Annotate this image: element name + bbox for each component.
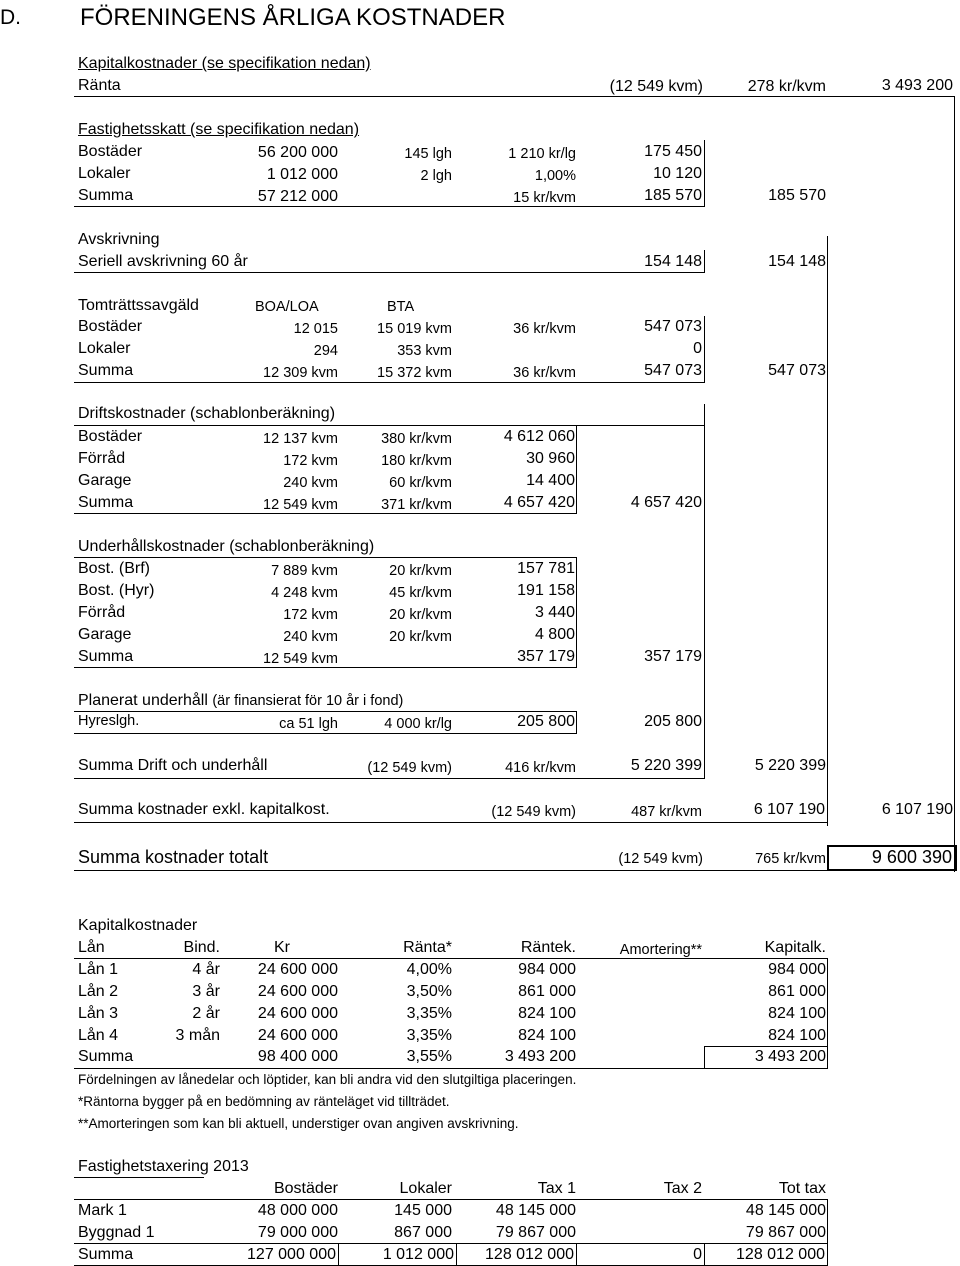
kt-header-ranta: Ränta*: [403, 939, 452, 956]
kt-header-kapitalk: Kapitalk.: [764, 939, 826, 956]
fskatt-sum-amount: 185 570: [644, 187, 702, 204]
du-area: (12 549 kvm): [367, 760, 452, 776]
tax-sum-bostader: 127 000 000: [247, 1246, 336, 1263]
planerat-amount: 205 800: [517, 713, 575, 730]
tomt-rule: [74, 382, 705, 383]
totalt-total: 9 600 390: [871, 847, 952, 867]
fskatt-row-value: 1 012 000: [266, 166, 338, 183]
avskr-label: Seriell avskrivning 60 år: [78, 253, 248, 270]
tax-sum-tax1: 128 012 000: [485, 1246, 574, 1263]
fskatt-title: Fastighetsskatt (se specifikation nedan): [78, 121, 360, 138]
tax-header-tax1: Tax 1: [537, 1180, 576, 1197]
underhall-row-amount: 157 781: [517, 560, 575, 577]
totalt-rule: [74, 870, 828, 871]
underhall-row-label: Förråd: [78, 604, 126, 621]
du-amount: 5 220 399: [630, 757, 702, 774]
tax-sum-tax2: 0: [693, 1246, 702, 1263]
kt-rule: [74, 1068, 828, 1069]
kt-cell-kapitalk: 824 100: [768, 1005, 826, 1022]
tax-sum-lokaler: 1 012 000: [382, 1246, 454, 1263]
planerat-rule: [74, 733, 577, 734]
underhall-top-rule: [74, 557, 577, 558]
kt-sum-rantek: 3 493 200: [504, 1048, 576, 1065]
tax-cell-tax1: 79 867 000: [495, 1224, 576, 1241]
fskatt-row-units: 2 lgh: [420, 168, 452, 184]
tax-cell-tottax: 79 867 000: [745, 1224, 826, 1241]
planerat-box-line: [576, 711, 577, 733]
tax-header-rule: [74, 1199, 828, 1200]
exkl-label: Summa kostnader exkl. kapitalkost.: [78, 801, 330, 818]
tomt-sum-rate: 36 kr/kvm: [513, 365, 576, 381]
kt-note: *Räntorna bygger på en bedömning av ränteläget vid tillträdet.: [78, 1094, 450, 1109]
kt-header-rantek: Räntek.: [520, 939, 576, 956]
tax-sum-sep: [456, 1244, 457, 1266]
fskatt-sum-label: Summa: [78, 187, 134, 204]
tax-sum-label: Summa: [78, 1246, 134, 1263]
totalt-label: Summa kostnader totalt: [78, 847, 269, 867]
drift-row-rate: 380 kr/kvm: [381, 431, 452, 447]
avskr-total: 154 148: [768, 253, 826, 270]
drift-row-area: 12 137 kvm: [263, 431, 338, 447]
underhall-row-label: Bost. (Brf): [78, 560, 151, 577]
planerat-count: ca 51 lgh: [279, 716, 338, 732]
tomt-sum-total: 547 073: [768, 362, 826, 379]
kt-sum-box-left: [704, 1046, 705, 1068]
fskatt-row-units: 145 lgh: [404, 146, 452, 162]
tax-header-tax2: Tax 2: [663, 1180, 702, 1197]
kt-header-kr: Kr: [274, 939, 290, 956]
tax-sum-sep: [338, 1244, 339, 1266]
kt-cell-ranta: 4,00%: [406, 961, 452, 978]
tomt-row-v1: 294: [313, 343, 338, 359]
kt-cell-kapitalk: 824 100: [768, 1027, 826, 1044]
drift-row-label: Garage: [78, 472, 132, 489]
tax-sum-sep: [576, 1244, 577, 1266]
exkl-rate: 487 kr/kvm: [631, 804, 702, 820]
kt-cell-kr: 24 600 000: [257, 961, 338, 978]
fskatt-row-label: Lokaler: [78, 165, 131, 182]
tax-cell-bostader: 48 000 000: [257, 1202, 338, 1219]
drift-top-rule: [74, 425, 705, 426]
underhall-row-area: 172 kvm: [283, 607, 338, 623]
du-rate: 416 kr/kvm: [505, 760, 576, 776]
drift-sum-label: Summa: [78, 494, 134, 511]
kt-sum-ranta: 3,55%: [406, 1048, 452, 1065]
kt-note: Fördelningen av lånedelar och löptider, kan bli andra vid den slutgiltiga placeringen.: [78, 1072, 577, 1087]
tomt-row-label: Bostäder: [78, 318, 143, 335]
underhall-rule: [74, 667, 577, 668]
fskatt-row-rate: 1 210 kr/lg: [508, 146, 576, 162]
tax-row-label: Mark 1: [78, 1202, 127, 1219]
kt-cell-lan: Lån 2: [78, 983, 119, 1000]
exkl-area: (12 549 kvm): [491, 804, 576, 820]
fskatt-row-amount: 10 120: [653, 165, 702, 182]
fskatt-row-label: Bostäder: [78, 143, 143, 160]
underhall-row-rate: 20 kr/kvm: [389, 607, 452, 623]
tax-sum-tottax: 128 012 000: [736, 1246, 825, 1263]
kt-header-bind: Bind.: [183, 939, 220, 956]
exkl-total: 6 107 190: [881, 801, 953, 818]
fskatt-sum-value: 57 212 000: [257, 188, 338, 205]
du-rule: [74, 778, 705, 779]
kt-cell-bind: 4 år: [192, 961, 220, 978]
tomt-row-v2: 353 kvm: [397, 343, 452, 359]
tomt-row-label: Lokaler: [78, 340, 131, 357]
fskatt-row-rate: 1,00%: [534, 168, 576, 184]
drift-sum-amount: 4 657 420: [503, 494, 575, 511]
underhall-row-label: Bost. (Hyr): [78, 582, 155, 599]
planerat-title-line: [78, 692, 403, 710]
du-total: 5 220 399: [754, 757, 826, 774]
underhall-row-area: 4 248 kvm: [271, 585, 338, 601]
planerat-rate: 4 000 kr/lg: [384, 716, 452, 732]
drift-row-rate: 60 kr/kvm: [389, 475, 452, 491]
drift-sum-total: 4 657 420: [630, 494, 702, 511]
underhall-row-amount: 4 800: [534, 626, 575, 643]
tomt-col1: BOA/LOA: [255, 299, 319, 315]
tax-sum-top-rule: [74, 1243, 828, 1244]
underhall-row-area: 7 889 kvm: [271, 563, 338, 579]
kt-header-amortering: Amortering**: [619, 942, 702, 958]
drift-row-area: 172 kvm: [283, 453, 338, 469]
totalt-area: (12 549 kvm): [618, 851, 703, 867]
underhall-sum-total: 357 179: [644, 648, 702, 665]
tax-header-lokaler: Lokaler: [399, 1180, 452, 1197]
frame-line-right: [954, 96, 955, 872]
tomt-title: Tomträttssavgäld: [78, 297, 199, 314]
drift-title: Driftskostnader (schablonberäkning): [78, 405, 336, 422]
avskr-title: Avskrivning: [78, 231, 160, 248]
drift-row-amount: 14 400: [526, 472, 575, 489]
drift-row-amount: 30 960: [526, 450, 575, 467]
kt-cell-ranta: 3,50%: [406, 983, 452, 1000]
kt-cell-rantek: 824 100: [518, 1027, 576, 1044]
kt-cell-ranta: 3,35%: [406, 1027, 452, 1044]
drift-rule: [74, 513, 577, 514]
exkl-amount: 6 107 190: [753, 801, 825, 818]
kapital-head-rule: [74, 96, 954, 97]
tax-title: Fastighetstaxering 2013: [78, 1158, 249, 1175]
kt-sum-top-rule: [704, 1046, 828, 1047]
kt-cell-lan: Lån 3: [78, 1005, 119, 1022]
kt-cell-ranta: 3,35%: [406, 1005, 452, 1022]
frame-line-col5: [827, 236, 828, 826]
underhall-sum-amount: 357 179: [517, 648, 575, 665]
tomt-sum-label: Summa: [78, 362, 134, 379]
frame-line-col4: [704, 404, 705, 778]
drift-sum-rate: 371 kr/kvm: [381, 497, 452, 513]
underhall-row-amount: 3 440: [534, 604, 575, 621]
kt-cell-kapitalk: 861 000: [768, 983, 826, 1000]
drift-row-label: Förråd: [78, 450, 126, 467]
kapital-head-per-kvm: 278 kr/kvm: [747, 78, 826, 95]
underhall-row-label: Garage: [78, 626, 132, 643]
drift-row-area: 240 kvm: [283, 475, 338, 491]
kt-cell-lan: Lån 4: [78, 1027, 119, 1044]
underhall-row-rate: 20 kr/kvm: [389, 563, 452, 579]
kapital-head-area: (12 549 kvm): [609, 78, 703, 95]
planerat-note: (är finansierat för 10 år i fond): [212, 693, 404, 709]
tax-header-tottax: Tot tax: [778, 1180, 826, 1197]
avskr-amount: 154 148: [644, 253, 702, 270]
totalt-rate: 765 kr/kvm: [755, 851, 826, 867]
kt-note: **Amorteringen som kan bli aktuell, understiger ovan angiven avskrivning.: [78, 1116, 519, 1131]
underhall-sum-label: Summa: [78, 648, 134, 665]
kapital-head-total: 3 493 200: [881, 77, 953, 94]
fskatt-sum-total: 185 570: [768, 187, 826, 204]
kt-sum-kr: 98 400 000: [257, 1048, 338, 1065]
kt-sum-label: Summa: [78, 1048, 134, 1065]
tax-sum-sep: [704, 1244, 705, 1266]
kt-cell-rantek: 824 100: [518, 1005, 576, 1022]
underhall-box-line: [576, 557, 577, 667]
drift-box-line: [576, 425, 577, 513]
kt-cell-bind: 3 mån: [175, 1027, 220, 1044]
tomt-sum-v2: 15 372 kvm: [377, 365, 452, 381]
tomt-row-rate: 36 kr/kvm: [513, 321, 576, 337]
tax-row-label: Byggnad 1: [78, 1224, 155, 1241]
kt-box-line: [827, 958, 828, 1068]
tax-header-bostader: Bostäder: [273, 1180, 338, 1197]
section-letter: D.: [0, 6, 21, 29]
fskatt-row-amount: 175 450: [644, 143, 702, 160]
page-title: FÖRENINGENS ÅRLIGA KOSTNADER: [80, 4, 506, 31]
tomt-col2: BTA: [387, 299, 415, 315]
planerat-label: Hyreslgh.: [78, 713, 140, 729]
planerat-top-rule: [74, 711, 577, 712]
tax-cell-lokaler: 145 000: [394, 1202, 452, 1219]
underhall-row-rate: 20 kr/kvm: [389, 629, 452, 645]
exkl-rule: [74, 822, 828, 823]
planerat-title: Planerat underhåll: [78, 692, 208, 709]
avskr-box-line: [704, 250, 705, 272]
drift-row-amount: 4 612 060: [503, 428, 575, 445]
tomt-row-amount: 0: [693, 340, 702, 357]
kt-header-lan: Lån: [78, 939, 105, 956]
drift-row-label: Bostäder: [78, 428, 143, 445]
tax-cell-tax1: 48 145 000: [495, 1202, 576, 1219]
tax-title-rule: [74, 1177, 204, 1178]
kt-cell-bind: 2 år: [192, 1005, 220, 1022]
drift-sum-area: 12 549 kvm: [263, 497, 338, 513]
kt-sum-kapitalk: 3 493 200: [754, 1048, 826, 1065]
kapital-head-label: Ränta: [78, 77, 121, 94]
kt-cell-kapitalk: 984 000: [768, 961, 826, 978]
underhall-row-rate: 45 kr/kvm: [389, 585, 452, 601]
tomt-box-line: [704, 316, 705, 382]
kt-cell-rantek: 984 000: [518, 961, 576, 978]
kt-cell-bind: 3 år: [192, 983, 220, 1000]
planerat-total: 205 800: [644, 713, 702, 730]
kt-cell-rantek: 861 000: [518, 983, 576, 1000]
tax-cell-bostader: 79 000 000: [257, 1224, 338, 1241]
kt-cell-kr: 24 600 000: [257, 983, 338, 1000]
avskr-rule: [74, 272, 705, 273]
underhall-row-amount: 191 158: [517, 582, 575, 599]
fskatt-row-value: 56 200 000: [257, 144, 338, 161]
tax-cell-tottax: 48 145 000: [745, 1202, 826, 1219]
tomt-row-v2: 15 019 kvm: [377, 321, 452, 337]
fskatt-sum-rate: 15 kr/kvm: [513, 190, 576, 206]
kt-cell-kr: 24 600 000: [257, 1027, 338, 1044]
kapital-head-title: Kapitalkostnader (se specifikation nedan): [78, 55, 371, 72]
tomt-row-amount: 547 073: [644, 318, 702, 335]
underhall-sum-area: 12 549 kvm: [263, 651, 338, 667]
kt-cell-lan: Lån 1: [78, 961, 119, 978]
tomt-sum-amount: 547 073: [644, 362, 702, 379]
tax-box-right: [827, 1199, 828, 1266]
fskatt-rule: [74, 206, 705, 207]
kt-header-rule: [74, 958, 828, 959]
kt-title: Kapitalkostnader: [78, 917, 198, 934]
underhall-title: Underhållskostnader (schablonberäkning): [78, 538, 375, 555]
du-label: Summa Drift och underhåll: [78, 757, 268, 774]
tomt-sum-v1: 12 309 kvm: [263, 365, 338, 381]
drift-row-rate: 180 kr/kvm: [381, 453, 452, 469]
underhall-row-area: 240 kvm: [283, 629, 338, 645]
tomt-row-v1: 12 015: [293, 321, 338, 337]
tax-cell-lokaler: 867 000: [394, 1224, 452, 1241]
kt-cell-kr: 24 600 000: [257, 1005, 338, 1022]
fskatt-box-line: [704, 140, 705, 206]
